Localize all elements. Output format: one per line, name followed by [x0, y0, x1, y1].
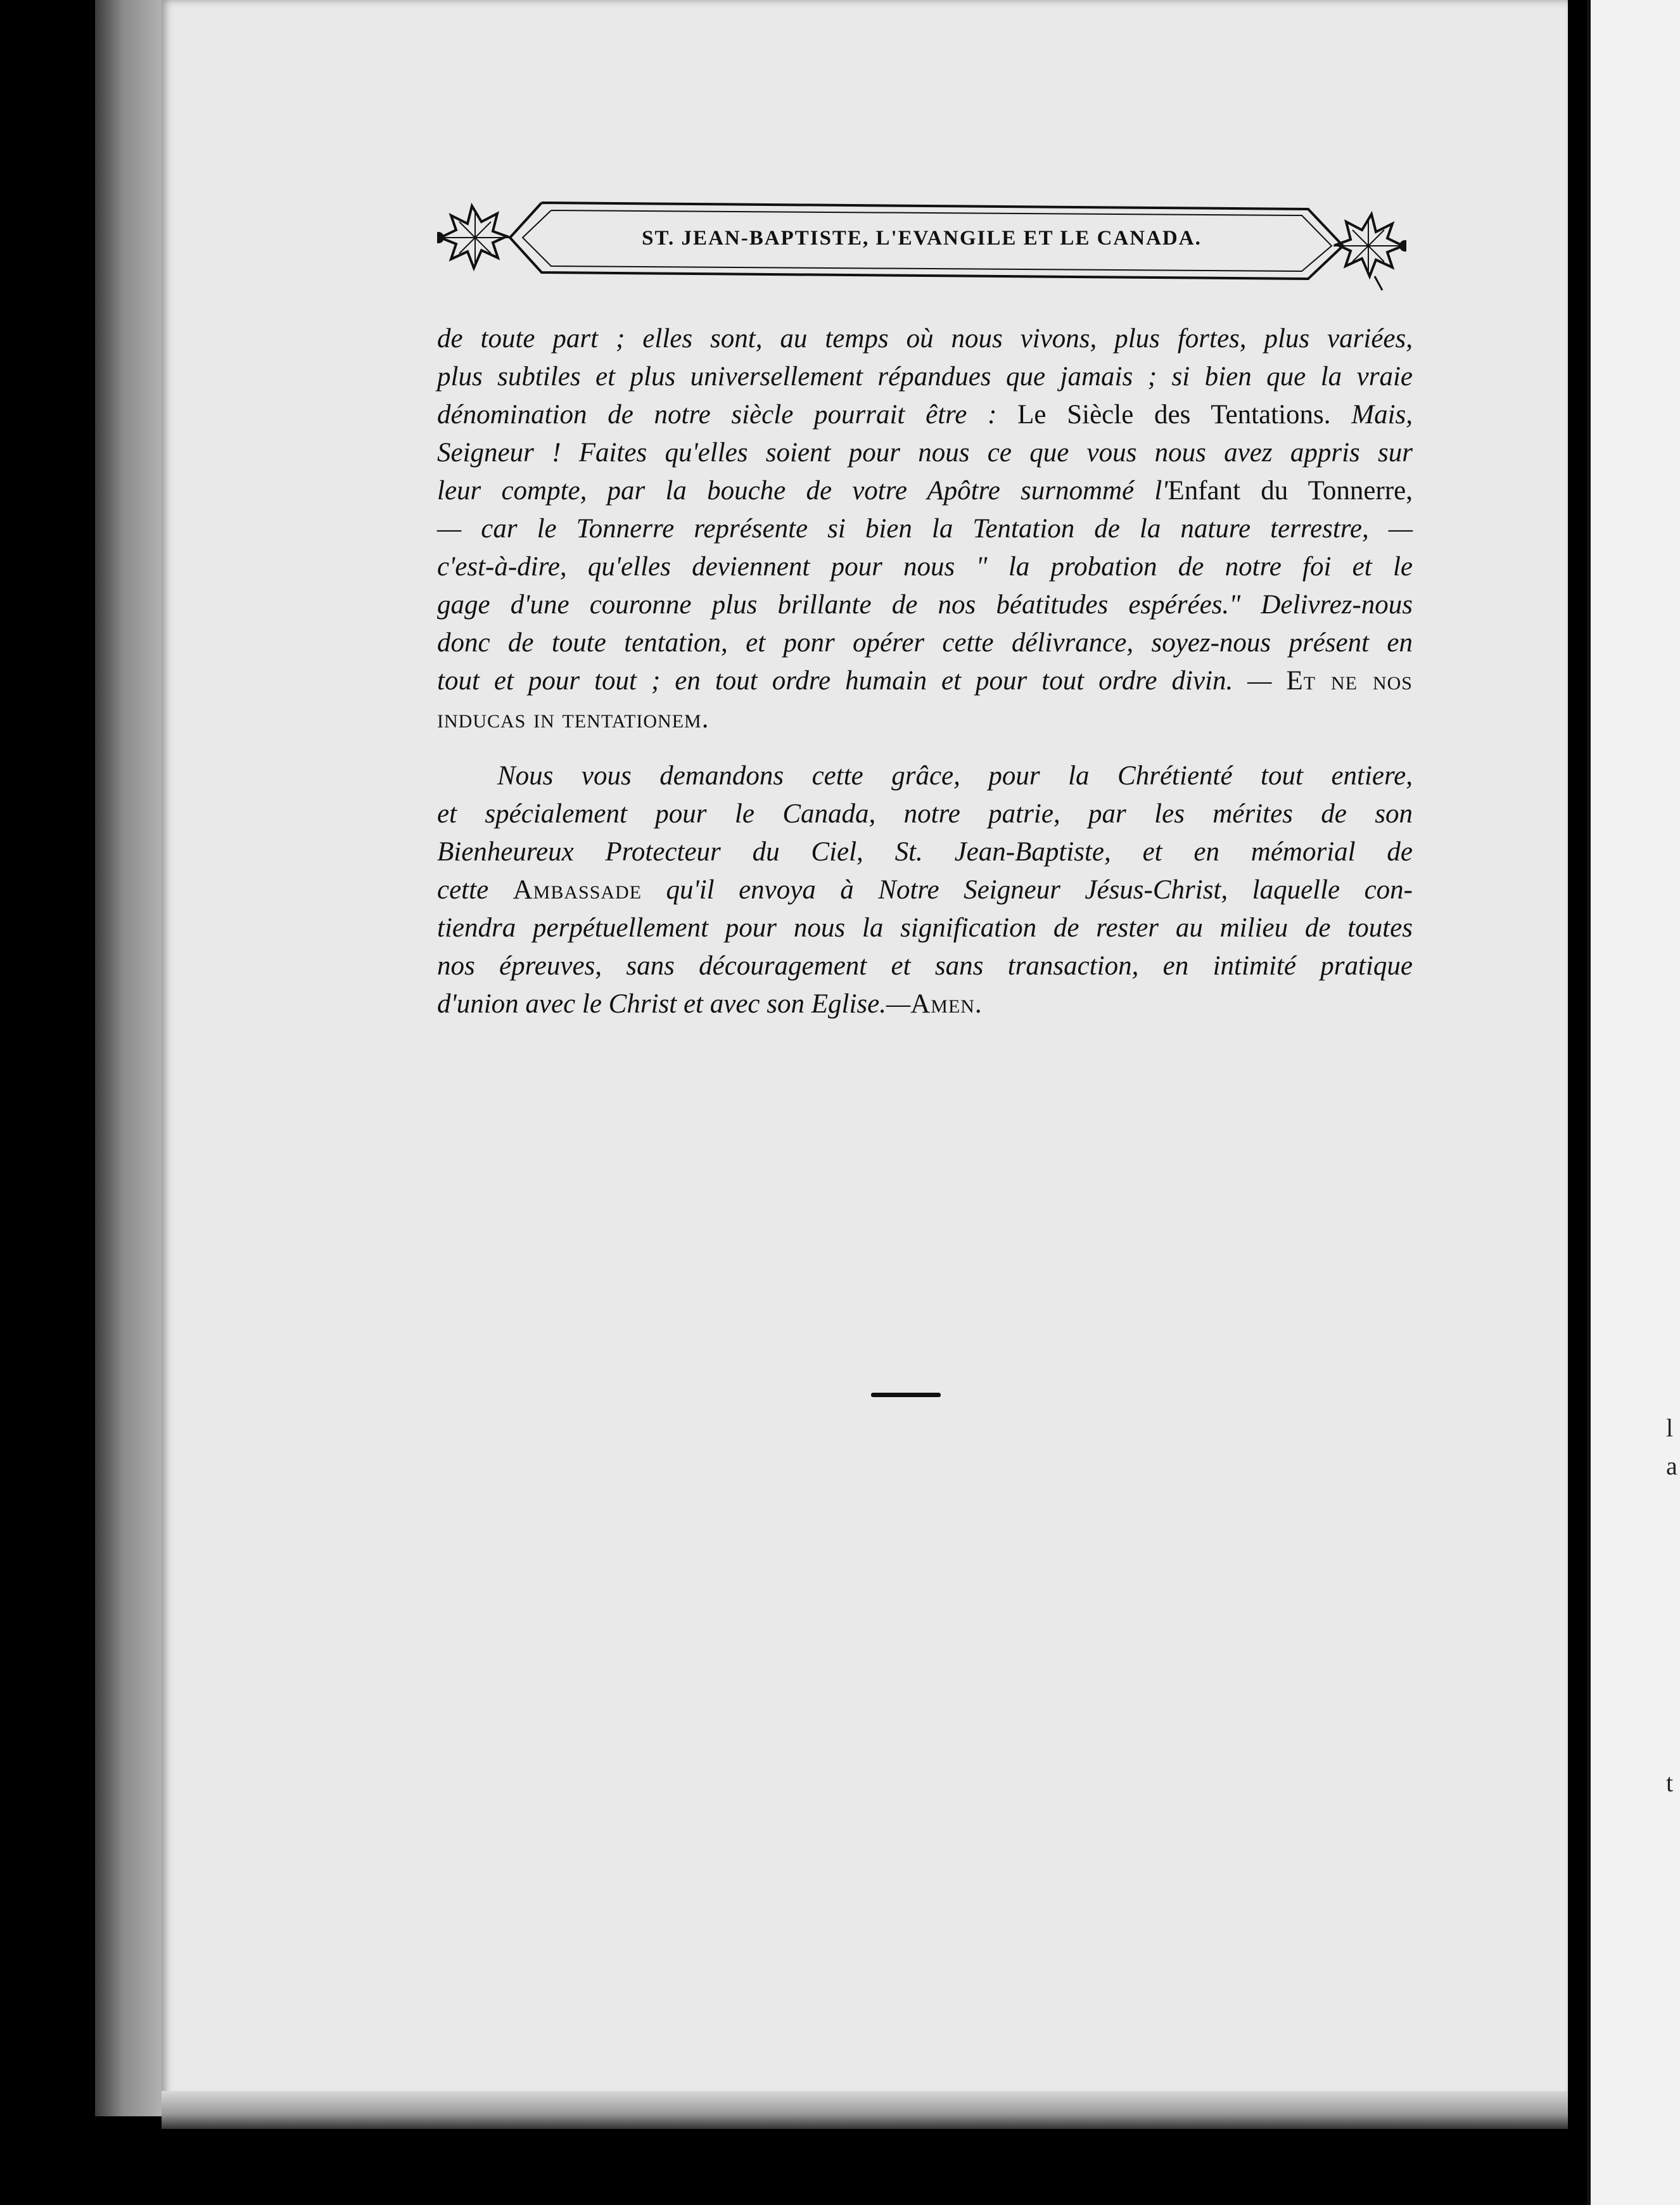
text-segment: tout et pour tout ; en tout ordre humain et pour tout ordre divin. —: [437, 666, 1287, 696]
paragraph-prayer-temptations: [437, 320, 1413, 738]
text-line: nos épreuves, sans découragement et sans transaction, en intimité pratique: [437, 951, 1413, 981]
adjacent-page-edge: [1587, 0, 1680, 2205]
page-bottom-shadow: [162, 2091, 1568, 2129]
running-header: [437, 190, 1406, 298]
text-line: Nous vous demandons cette grâce, pour la Chrétienté tout entiere,: [497, 761, 1413, 791]
text-segment: qu'il envoya à Notre Seigneur Jésus-Christ, laquelle con-: [642, 875, 1413, 905]
left-maple-leaf-icon: [437, 206, 510, 268]
right-maple-leaf-icon: [1333, 214, 1406, 290]
small-caps-phrase: inducas in tentationem.: [437, 704, 710, 734]
small-caps-phrase: Ambassade: [512, 875, 642, 905]
text-line: [437, 472, 1413, 510]
fragment-glyph: a: [1666, 1452, 1677, 1480]
text-line: [437, 662, 1413, 700]
page-gutter: [1568, 0, 1581, 2205]
text-line: [437, 985, 1413, 1023]
text-segment: dénomination de notre siècle pourrait être :: [437, 400, 1018, 430]
small-caps-phrase: Amen.: [910, 989, 983, 1019]
roman-phrase: Enfant du Tonnerre,: [1168, 476, 1413, 506]
text-line: Seigneur ! Faites qu'elles soient pour nous ce que vous nous avez appris sur: [437, 438, 1413, 468]
small-caps-phrase: Et ne nos: [1286, 666, 1413, 696]
text-line: gage d'une couronne plus brillante de nos béatitudes espérées." Delivrez-nous: [437, 590, 1413, 620]
text-line: [437, 396, 1413, 434]
fragment-glyph: t: [1666, 1768, 1674, 1797]
text-segment: leur compte, par la bouche de votre Apôtre surnommé l': [437, 476, 1168, 506]
text-line: [437, 871, 1413, 909]
text-line: [437, 700, 1413, 738]
text-line: Bienheureux Protecteur du Ciel, St. Jean-Baptiste, et en mémorial de: [437, 837, 1413, 867]
section-divider: [871, 1393, 941, 1397]
book-page: [162, 0, 1568, 2113]
text-segment: Mais,: [1330, 400, 1413, 430]
text-line: et spécialement pour le Canada, notre patrie, par les mérites de son: [437, 799, 1413, 829]
text-line: donc de toute tentation, et ponr opérer cette délivrance, soyez-nous présent en: [437, 628, 1413, 658]
scanner-left-strip: [95, 0, 165, 2116]
text-segment: cette: [437, 875, 513, 905]
fragment-glyph: l: [1666, 1414, 1674, 1442]
text-line: plus subtiles et plus universellement répandues que jamais ; si bien que la vraie: [437, 362, 1413, 392]
text-line: de toute part ; elles sont, au temps où nous vivons, plus fortes, plus variées,: [437, 324, 1413, 354]
paragraph-prayer-canada: [437, 757, 1413, 1023]
roman-phrase: Le Siècle des Tentations.: [1017, 400, 1331, 430]
text-line: — car le Tonnerre représente si bien la Tentation de la nature terrestre, —: [437, 514, 1413, 544]
text-segment: d'union avec le Christ et avec son Eglise.—: [437, 989, 911, 1019]
running-title: ST. JEAN-BAPTISTE, L'EVANGILE ET LE CANADA.: [642, 227, 1202, 250]
text-line: c'est-à-dire, qu'elles deviennent pour nous " la probation de notre foi et le: [437, 552, 1413, 582]
text-line: tiendra perpétuellement pour nous la signification de rester au milieu de toutes: [437, 913, 1413, 943]
